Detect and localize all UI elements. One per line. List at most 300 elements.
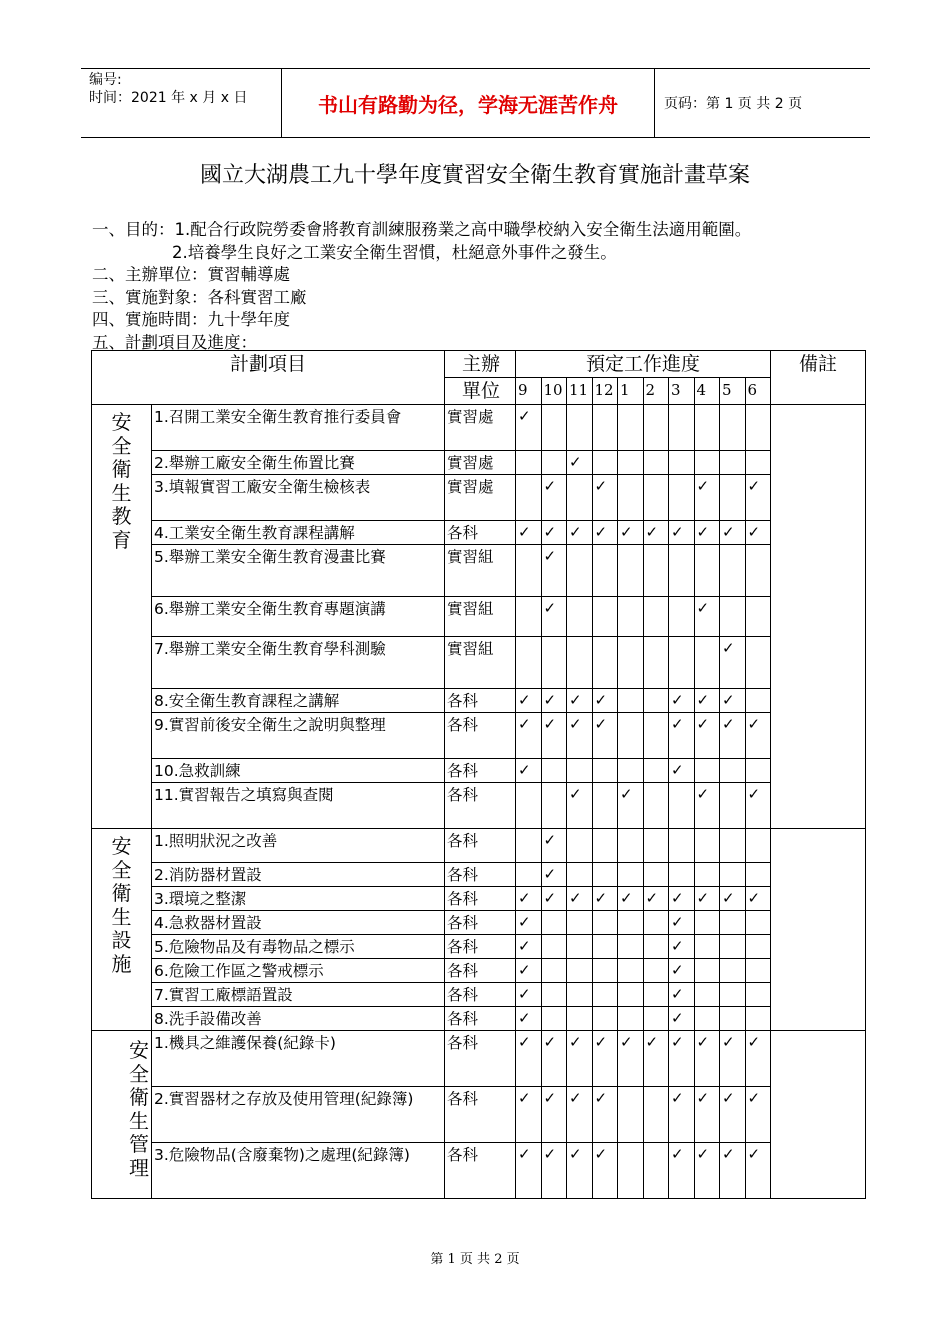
schedule-cell: [745, 887, 771, 911]
plan-unit: 各科: [445, 713, 516, 759]
schedule-cell: [720, 959, 746, 983]
schedule-cell: [516, 759, 542, 783]
table-row: [92, 637, 866, 689]
month-header: 11: [567, 378, 593, 405]
check-icon: ✓: [671, 1145, 684, 1163]
check-icon: ✓: [671, 913, 684, 931]
schedule-cell: [669, 935, 695, 959]
check-icon: ✓: [696, 785, 710, 803]
schedule-cell: [516, 521, 542, 545]
section-purpose-2: 2.培養學生良好之工業安全衛生習慣，杜絕意外事件之發生。: [172, 242, 617, 262]
schedule-cell: [720, 863, 746, 887]
check-icon: ✓: [543, 547, 557, 565]
schedule-cell: [745, 545, 771, 597]
check-icon: ✓: [594, 889, 608, 907]
plan-item: 3.危險物品(含廢棄物)之處理(紀錄簿): [152, 1143, 445, 1199]
check-icon: ✓: [671, 1089, 684, 1107]
check-icon: ✓: [722, 1033, 735, 1051]
intro-sections: [92, 218, 751, 353]
header-unit-1: 主辦: [445, 351, 516, 378]
check-icon: ✓: [518, 961, 531, 979]
schedule-cell: [643, 759, 669, 783]
schedule-cell: [694, 983, 720, 1007]
check-icon: ✓: [671, 1009, 684, 1027]
schedule-cell: [516, 597, 542, 637]
plan-item: 8.洗手設備改善: [152, 1007, 445, 1031]
plan-unit: 各科: [445, 1007, 516, 1031]
schedule-cell: [669, 475, 695, 521]
month-header: 10: [541, 378, 567, 405]
schedule-cell: [643, 783, 669, 829]
schedule-cell: [720, 759, 746, 783]
schedule-cell: [618, 783, 644, 829]
schedule-cell: [694, 1087, 720, 1143]
schedule-cell: [541, 829, 567, 863]
schedule-cell: [567, 1143, 593, 1199]
check-icon: ✓: [696, 889, 710, 907]
schedule-cell: [694, 863, 720, 887]
schedule-cell: [541, 637, 567, 689]
check-icon: ✓: [671, 691, 684, 709]
schedule-cell: [643, 637, 669, 689]
check-icon: ✓: [620, 785, 633, 803]
schedule-cell: [745, 863, 771, 887]
section-target: 三、實施對象：各科實習工廠: [92, 287, 307, 307]
plan-item: 6.危險工作區之警戒標示: [152, 959, 445, 983]
plan-table: [91, 350, 866, 1199]
schedule-cell: [745, 713, 771, 759]
schedule-cell: [541, 1087, 567, 1143]
schedule-cell: [541, 983, 567, 1007]
check-icon: ✓: [594, 691, 608, 709]
schedule-cell: [669, 863, 695, 887]
check-icon: ✓: [543, 831, 557, 849]
check-icon: ✓: [671, 715, 684, 733]
schedule-cell: [745, 1031, 771, 1087]
plan-item: 4.工業安全衛生教育課程講解: [152, 521, 445, 545]
check-icon: ✓: [722, 523, 735, 541]
schedule-cell: [541, 935, 567, 959]
month-header: 1: [618, 378, 644, 405]
schedule-cell: [592, 1031, 618, 1087]
schedule-cell: [618, 475, 644, 521]
check-icon: ✓: [518, 985, 531, 1003]
schedule-cell: [592, 983, 618, 1007]
schedule-cell: [541, 783, 567, 829]
schedule-cell: [643, 1143, 669, 1199]
plan-item: 7.實習工廠標語置設: [152, 983, 445, 1007]
month-header: 2: [643, 378, 669, 405]
schedule-cell: [516, 1143, 542, 1199]
schedule-cell: [618, 1143, 644, 1199]
table-row: [92, 545, 866, 597]
check-icon: ✓: [543, 865, 557, 883]
schedule-cell: [694, 451, 720, 475]
schedule-cell: [643, 911, 669, 935]
category-label: [92, 1031, 152, 1199]
schedule-cell: [516, 475, 542, 521]
header-page-info: 页码：第 1 页 共 2 页: [664, 96, 803, 112]
check-icon: ✓: [747, 785, 761, 803]
document-header: [81, 68, 870, 138]
check-icon: ✓: [543, 599, 557, 617]
check-icon: ✓: [594, 715, 608, 733]
schedule-cell: [669, 829, 695, 863]
document-title: 國立大湖農工九十學年度實習安全衛生教育實施計畫草案: [199, 163, 750, 188]
check-icon: ✓: [747, 1089, 761, 1107]
check-icon: ✓: [671, 889, 684, 907]
check-icon: ✓: [671, 1033, 684, 1051]
schedule-cell: [516, 1031, 542, 1087]
schedule-cell: [618, 1087, 644, 1143]
schedule-cell: [745, 935, 771, 959]
schedule-cell: [643, 713, 669, 759]
check-icon: ✓: [696, 1145, 710, 1163]
schedule-cell: [720, 1007, 746, 1031]
schedule-cell: [541, 863, 567, 887]
check-icon: ✓: [696, 691, 710, 709]
schedule-cell: [669, 1143, 695, 1199]
schedule-cell: [567, 545, 593, 597]
plan-unit: 實習組: [445, 545, 516, 597]
check-icon: ✓: [543, 1033, 557, 1051]
schedule-cell: [643, 1007, 669, 1031]
check-icon: ✓: [518, 523, 531, 541]
plan-unit: 各科: [445, 759, 516, 783]
plan-item: 2.舉辦工廠安全衛生佈置比賽: [152, 451, 445, 475]
schedule-cell: [516, 451, 542, 475]
check-icon: ✓: [671, 961, 684, 979]
check-icon: ✓: [518, 715, 531, 733]
plan-item: 11.實習報告之填寫與查閱: [152, 783, 445, 829]
schedule-cell: [694, 935, 720, 959]
plan-item: 2.實習器材之存放及使用管理(紀錄簿): [152, 1087, 445, 1143]
plan-item: 8.安全衛生教育課程之講解: [152, 689, 445, 713]
plan-item: 3.填報實習工廠安全衛生檢核表: [152, 475, 445, 521]
table-row: [92, 887, 866, 911]
schedule-cell: [720, 521, 746, 545]
schedule-cell: [592, 475, 618, 521]
schedule-cell: [592, 545, 618, 597]
check-icon: ✓: [569, 715, 582, 733]
schedule-cell: [669, 983, 695, 1007]
check-icon: ✓: [518, 691, 531, 709]
schedule-cell: [669, 521, 695, 545]
schedule-cell: [720, 545, 746, 597]
schedule-cell: [720, 475, 746, 521]
schedule-cell: [720, 887, 746, 911]
schedule-cell: [541, 1007, 567, 1031]
schedule-cell: [618, 545, 644, 597]
check-icon: ✓: [569, 691, 582, 709]
schedule-cell: [669, 1031, 695, 1087]
schedule-cell: [694, 1143, 720, 1199]
check-icon: ✓: [696, 477, 710, 495]
check-icon: ✓: [620, 1033, 633, 1051]
plan-unit: 各科: [445, 829, 516, 863]
header-meta: [81, 69, 282, 137]
schedule-cell: [592, 1087, 618, 1143]
schedule-cell: [694, 959, 720, 983]
schedule-cell: [745, 451, 771, 475]
schedule-cell: [694, 887, 720, 911]
header-motto: 书山有路勤为径，学海无涯苦作舟: [282, 69, 655, 137]
schedule-cell: [567, 637, 593, 689]
plan-item: 10.急救訓練: [152, 759, 445, 783]
schedule-cell: [720, 1143, 746, 1199]
schedule-cell: [720, 597, 746, 637]
schedule-cell: [516, 935, 542, 959]
plan-unit: 各科: [445, 959, 516, 983]
schedule-cell: [643, 545, 669, 597]
schedule-cell: [592, 911, 618, 935]
schedule-cell: [567, 759, 593, 783]
check-icon: ✓: [620, 889, 633, 907]
schedule-cell: [567, 713, 593, 759]
schedule-cell: [643, 829, 669, 863]
schedule-cell: [745, 829, 771, 863]
schedule-cell: [745, 637, 771, 689]
check-icon: ✓: [518, 407, 531, 425]
schedule-cell: [516, 689, 542, 713]
schedule-cell: [516, 983, 542, 1007]
plan-item: 2.消防器材置設: [152, 863, 445, 887]
month-header: 9: [516, 378, 542, 405]
plan-item: 5.危險物品及有毒物品之標示: [152, 935, 445, 959]
schedule-cell: [745, 983, 771, 1007]
schedule-cell: [592, 637, 618, 689]
schedule-cell: [516, 887, 542, 911]
schedule-cell: [516, 959, 542, 983]
schedule-cell: [541, 713, 567, 759]
plan-unit: 各科: [445, 1087, 516, 1143]
table-row: [92, 829, 866, 863]
schedule-cell: [745, 1143, 771, 1199]
schedule-cell: [694, 405, 720, 451]
plan-unit: 各科: [445, 935, 516, 959]
schedule-cell: [745, 783, 771, 829]
schedule-cell: [643, 1031, 669, 1087]
section-organizer: 二、主辦單位：實習輔導處: [92, 265, 290, 284]
schedule-cell: [592, 521, 618, 545]
plan-item: 1.召開工業安全衛生教育推行委員會: [152, 405, 445, 451]
plan-item: 9.實習前後安全衛生之說明與整理: [152, 713, 445, 759]
schedule-cell: [669, 911, 695, 935]
schedule-cell: [618, 405, 644, 451]
schedule-cell: [643, 863, 669, 887]
plan-unit: 實習組: [445, 597, 516, 637]
schedule-cell: [643, 521, 669, 545]
schedule-cell: [618, 935, 644, 959]
schedule-cell: [745, 911, 771, 935]
schedule-cell: [720, 405, 746, 451]
schedule-cell: [592, 1143, 618, 1199]
schedule-cell: [567, 475, 593, 521]
schedule-cell: [516, 713, 542, 759]
schedule-cell: [541, 887, 567, 911]
schedule-cell: [643, 689, 669, 713]
category-text: 安全衛生教育: [111, 410, 132, 552]
note-cell: [771, 405, 866, 829]
schedule-cell: [694, 911, 720, 935]
plan-body: [92, 405, 866, 1199]
schedule-cell: [720, 689, 746, 713]
schedule-cell: [516, 829, 542, 863]
plan-item: 3.環境之整潔: [152, 887, 445, 911]
schedule-cell: [745, 597, 771, 637]
schedule-cell: [541, 451, 567, 475]
check-icon: ✓: [671, 937, 684, 955]
note-cell: [771, 1031, 866, 1199]
plan-item: 6.舉辦工業安全衛生教育專題演講: [152, 597, 445, 637]
section-time: 四、實施時間：九十學年度: [92, 310, 290, 329]
schedule-cell: [720, 829, 746, 863]
check-icon: ✓: [543, 715, 557, 733]
plan-item: 4.急救器材置設: [152, 911, 445, 935]
schedule-cell: [694, 545, 720, 597]
schedule-cell: [720, 1031, 746, 1087]
month-header: 3: [669, 378, 695, 405]
schedule-cell: [592, 597, 618, 637]
schedule-cell: [694, 475, 720, 521]
schedule-cell: [592, 713, 618, 759]
schedule-cell: [516, 1087, 542, 1143]
check-icon: ✓: [569, 1089, 582, 1107]
table-row: [92, 405, 866, 451]
plan-unit: 各科: [445, 1143, 516, 1199]
schedule-cell: [567, 1087, 593, 1143]
category-text: 安全衛生管理: [129, 1038, 149, 1180]
schedule-cell: [618, 689, 644, 713]
check-icon: ✓: [569, 785, 582, 803]
schedule-cell: [669, 597, 695, 637]
schedule-cell: [669, 1087, 695, 1143]
time-label: 时间：2021 年 x 月 x 日: [89, 90, 248, 106]
check-icon: ✓: [594, 1033, 608, 1051]
plan-unit: 各科: [445, 521, 516, 545]
check-icon: ✓: [518, 1033, 531, 1051]
schedule-cell: [694, 783, 720, 829]
table-row: [92, 689, 866, 713]
schedule-cell: [643, 983, 669, 1007]
check-icon: ✓: [747, 523, 761, 541]
schedule-cell: [745, 1007, 771, 1031]
schedule-cell: [669, 783, 695, 829]
month-header: 4: [694, 378, 720, 405]
schedule-cell: [516, 637, 542, 689]
schedule-cell: [592, 863, 618, 887]
check-icon: ✓: [696, 599, 710, 617]
check-icon: ✓: [518, 761, 531, 779]
check-icon: ✓: [696, 1089, 710, 1107]
schedule-cell: [592, 759, 618, 783]
month-header: 5: [720, 378, 746, 405]
check-icon: ✓: [569, 1033, 582, 1051]
plan-unit: 實習處: [445, 405, 516, 451]
schedule-cell: [567, 451, 593, 475]
schedule-cell: [669, 959, 695, 983]
schedule-cell: [541, 1143, 567, 1199]
check-icon: ✓: [645, 523, 659, 541]
schedule-cell: [643, 959, 669, 983]
plan-item: 7.舉辦工業安全衛生教育學科測驗: [152, 637, 445, 689]
check-icon: ✓: [594, 523, 608, 541]
schedule-cell: [567, 597, 593, 637]
schedule-cell: [567, 405, 593, 451]
schedule-cell: [745, 521, 771, 545]
check-icon: ✓: [569, 889, 582, 907]
schedule-cell: [592, 829, 618, 863]
schedule-cell: [720, 713, 746, 759]
plan-unit: 實習處: [445, 475, 516, 521]
check-icon: ✓: [671, 985, 684, 1003]
schedule-cell: [694, 1007, 720, 1031]
schedule-cell: [592, 405, 618, 451]
month-header: 12: [592, 378, 618, 405]
schedule-cell: [567, 783, 593, 829]
plan-unit: 各科: [445, 887, 516, 911]
schedule-cell: [618, 911, 644, 935]
schedule-cell: [694, 713, 720, 759]
schedule-cell: [669, 759, 695, 783]
schedule-cell: [618, 713, 644, 759]
table-row: [92, 983, 866, 1007]
schedule-cell: [745, 475, 771, 521]
schedule-cell: [745, 759, 771, 783]
check-icon: ✓: [722, 639, 735, 657]
check-icon: ✓: [543, 889, 557, 907]
schedule-cell: [592, 887, 618, 911]
table-row: [92, 1031, 866, 1087]
code-label: 编号:: [89, 72, 122, 88]
schedule-cell: [516, 545, 542, 597]
table-row: [92, 475, 866, 521]
check-icon: ✓: [594, 1089, 608, 1107]
plan-unit: 各科: [445, 689, 516, 713]
check-icon: ✓: [722, 1145, 735, 1163]
category-text: 安全衛生設施: [111, 834, 132, 976]
schedule-cell: [643, 475, 669, 521]
table-row: [92, 521, 866, 545]
schedule-cell: [592, 689, 618, 713]
plan-unit: 各科: [445, 863, 516, 887]
check-icon: ✓: [747, 715, 761, 733]
table-row: [92, 911, 866, 935]
plan-unit: 各科: [445, 983, 516, 1007]
schedule-cell: [516, 863, 542, 887]
plan-item: 1.機具之維護保養(紀錄卡): [152, 1031, 445, 1087]
schedule-cell: [618, 759, 644, 783]
schedule-cell: [618, 863, 644, 887]
schedule-cell: [745, 1087, 771, 1143]
schedule-cell: [694, 1031, 720, 1087]
check-icon: ✓: [518, 937, 531, 955]
schedule-cell: [592, 959, 618, 983]
schedule-cell: [567, 959, 593, 983]
schedule-cell: [643, 935, 669, 959]
schedule-cell: [618, 1031, 644, 1087]
check-icon: ✓: [518, 1089, 531, 1107]
check-icon: ✓: [569, 523, 582, 541]
schedule-cell: [669, 1007, 695, 1031]
note-cell: [771, 829, 866, 1031]
table-row: [92, 451, 866, 475]
check-icon: ✓: [518, 889, 531, 907]
check-icon: ✓: [747, 889, 761, 907]
section-plan: 五、計劃項目及進度：: [92, 332, 257, 352]
schedule-cell: [618, 637, 644, 689]
schedule-cell: [720, 1087, 746, 1143]
